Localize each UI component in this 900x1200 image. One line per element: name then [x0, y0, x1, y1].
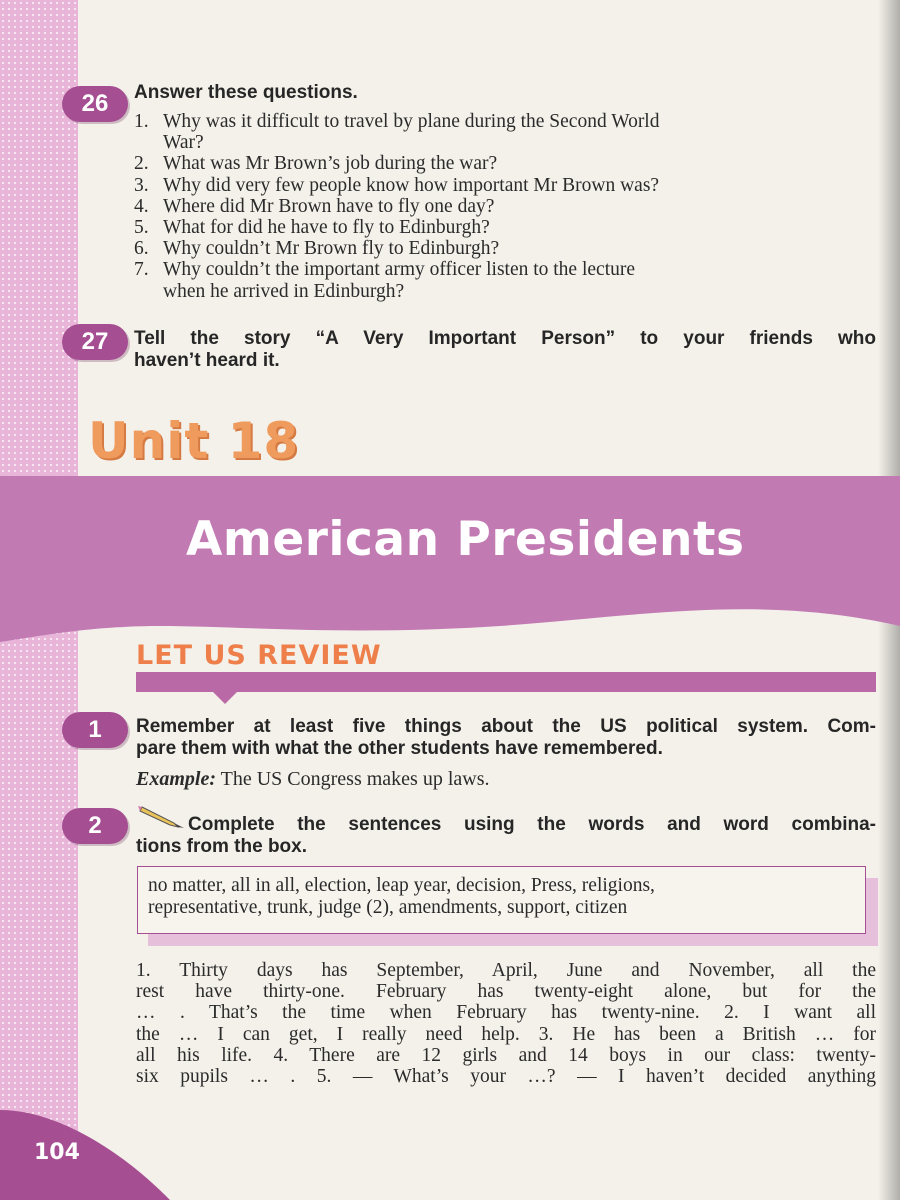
example-label: Example: — [136, 768, 216, 790]
section-heading-pointer — [213, 692, 237, 704]
exercise-instruction: Remember at least five things about the US political system. Com- pare them with what the other students have remembered. — [136, 716, 876, 759]
text-line: rest have thirty-one. February has twenty-eight alone, but for the — [136, 981, 876, 1003]
text-line: six pupils … . 5. — What’s your …? — I haven’t decided anything — [136, 1066, 876, 1088]
question-number: 3. — [134, 174, 149, 196]
question-text: when he arrived in Edinburgh? — [163, 280, 405, 302]
question-text: What for did he have to fly to Edinburgh? — [163, 217, 490, 239]
exercise-number-badge: 27 — [62, 324, 128, 360]
exercise-number-badge: 2 — [62, 808, 128, 844]
question-item — [134, 111, 876, 153]
question-item — [134, 196, 876, 217]
question-number: 6. — [134, 238, 149, 260]
text-line: all his life. 4. There are 12 girls and 14 boys in our class: twenty- — [136, 1044, 876, 1066]
unit-title: American Presidents — [186, 512, 745, 567]
exercise-text — [136, 960, 876, 1087]
question-text: War? — [163, 132, 204, 154]
question-number: 5. — [134, 217, 149, 239]
exercise-instruction: Answer these questions. — [134, 82, 358, 103]
question-number: 7. — [134, 259, 149, 281]
question-item — [134, 153, 876, 174]
word-box-line: representative, trunk, judge (2), amendments, support, citizen — [148, 897, 628, 918]
question-item — [134, 259, 876, 301]
text-line: 1. Thirty days has September, April, June and November, all the — [136, 960, 876, 981]
question-item — [134, 238, 876, 259]
question-number: 4. — [134, 195, 149, 217]
text-line: … . That’s the time when February has twenty-nine. 2. I want all — [136, 1002, 876, 1024]
unit-label: Unit 18 — [88, 412, 300, 470]
question-item — [134, 175, 876, 196]
exercise-number-badge: 1 — [62, 712, 128, 748]
section-heading-bar — [136, 672, 876, 692]
question-text: Why was it difficult to travel by plane during the Second World — [163, 111, 660, 132]
example-text: The US Congress makes up laws. — [216, 768, 490, 790]
exercise-instruction: Tell the story “A Very Important Person” to your friends who haven’t heard it. — [134, 328, 876, 371]
question-number: 1. — [134, 111, 149, 132]
word-box — [137, 866, 866, 934]
question-number: 2. — [134, 153, 149, 175]
word-box-line: no matter, all in all, election, leap year, decision, Press, religions, — [148, 875, 655, 896]
question-text: Why couldn’t Mr Brown fly to Edinburgh? — [163, 238, 500, 260]
exercise-instruction: Complete the sentences using the words and word combina- tions from the box. — [136, 814, 876, 857]
question-text: What was Mr Brown’s job during the war? — [163, 153, 498, 175]
question-text: Why couldn’t the important army officer listen to the lecture — [163, 259, 636, 281]
question-list — [134, 111, 876, 302]
question-text: Why did very few people know how important Mr Brown was? — [163, 174, 660, 196]
question-item — [134, 217, 876, 238]
page-number-tab — [0, 1110, 170, 1200]
page-number: 104 — [34, 1140, 80, 1165]
question-text: Where did Mr Brown have to fly one day? — [163, 195, 495, 217]
exercise-number-badge: 26 — [62, 86, 128, 122]
text-line: the … I can get, I really need help. 3. He has been a British … for — [136, 1023, 876, 1045]
section-heading: LET US REVIEW — [136, 640, 382, 671]
example-line — [136, 768, 490, 791]
